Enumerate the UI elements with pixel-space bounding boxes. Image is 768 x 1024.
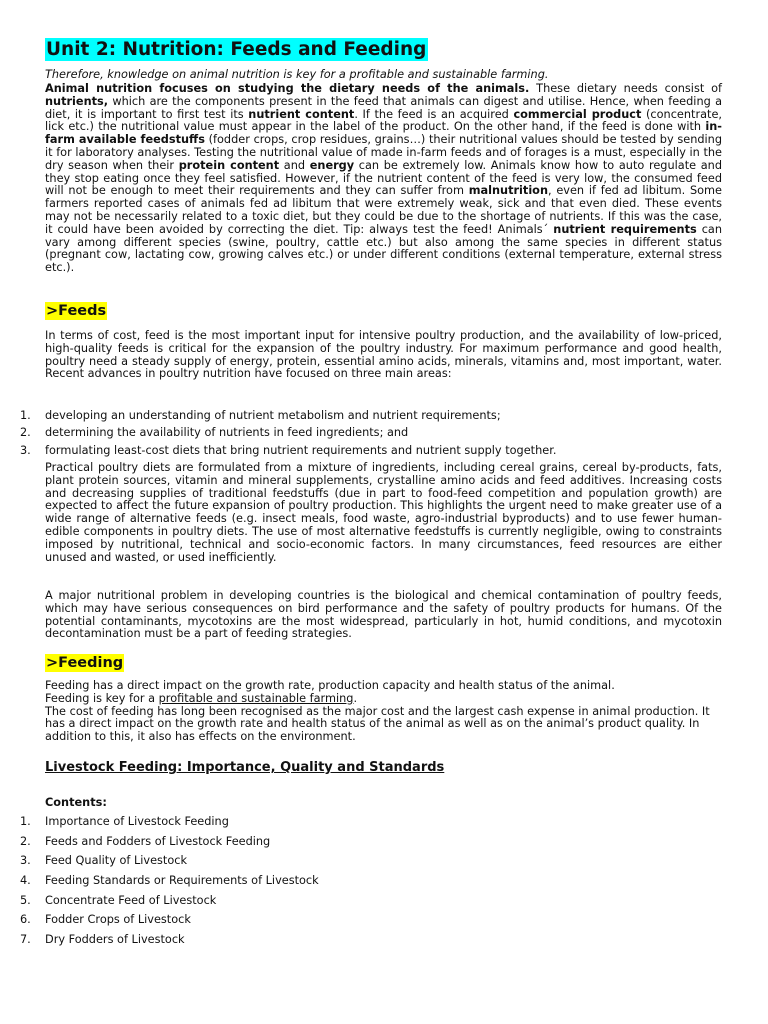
list-number: 1. [20,815,31,828]
list-item-text: Feed Quality of Livestock [45,854,188,868]
paragraph-text: and [279,158,310,172]
list-number: 6. [20,913,31,927]
practical-paragraph-block [45,462,722,564]
paragraph-text: can be extremely low. Animals know how to auto regulate and they stop eating once they feel satisfied. However, if the nutrient content of the feed is very low, the consumed feed will not be enough to meet their requirements and they can suffer from [45,158,722,198]
list-item-text: Feeding Standards or Requirements of Livestock [45,874,319,888]
list-number: 5. [20,893,31,907]
bold-term: protein content [178,158,280,172]
paragraph-text: which are the components present in the feed that animals can digest and utilise. Hence, when feeding a diet, it is important to first test its [45,94,722,121]
contents-list [0,812,722,950]
contamination-paragraph: A major nutritional problem in developing countries is the biological and chemical contamination of poultry feeds, which may have serious consequences on bird performance and the safety of poultry products for humans. Of the potential contaminants, mycotoxins are the most widespread, particularly in hot, humid conditions, and mycotoxin decontamination must be a part of feeding strategies. [45,589,722,641]
list-number: 2. [20,834,31,848]
practical-paragraph: Practical poultry diets are formulated from a mixture of ingredients, including cereal grains, cereal by-products, fats, plant protein sources, vitamin and mineral supplements, crystalline amino acids and feed additives. Increasing costs and decreasing supplies of traditional feedstuffs (due in part to food-feed competition and population growth) are expected to affect the future expansion of poultry production. This highlights the urgent need to make greater use of a wide range of alternative feeds (e.g. insect meals, food waste, agro-industrial byproducts) and to use fewer human-edible components in poultry diets. The use of most alternative feedstuffs is currently negligible, owing to constraints imposed by nutritional, technical and socio-economic factors. In many circumstances, feed resources are either unused and wasted, or used inefficiently. [45,461,722,564]
page-title: Unit 2: Nutrition: Feeds and Feeding [46,39,427,60]
feeds-heading: >Feeds [46,303,107,319]
focus-area-item [0,407,722,424]
list-item-text: Importance of Livestock Feeding [45,815,229,828]
paragraph-text: These dietary needs consist of [529,82,723,95]
bold-term: malnutrition [468,184,548,198]
contents-item [0,891,722,911]
contents-item [0,910,722,930]
contents-item [0,851,722,871]
focus-areas-list [0,407,722,459]
contents-item [0,832,722,852]
feeding-paragraph-block [45,680,722,744]
contents-item [0,812,722,832]
focus-area-item [0,442,722,459]
bold-term: nutrient content [248,107,355,121]
list-item-text: determining the availability of nutrients in feed ingredients; and [45,426,409,440]
paragraph-text: (concentrate, lick etc.) the nutritional value must appear in the label of the product. On the other hand, if the feed is done with [45,107,722,134]
bold-term: commercial product [513,107,642,121]
list-item-text: Concentrate Feed of Livestock [45,893,217,907]
feeds-paragraph-block [45,330,722,381]
bold-term: in-farm available feedstuffs [45,120,722,147]
bold-term: nutrient requirements [553,222,697,236]
feeding-line-2-pre: Feeding is key for a [45,691,159,705]
list-number: 3. [20,443,31,457]
paragraph-text: (fodder crops, crop residues, grains…) their nutritional values should be tested by sending it for laboratory analyses. Testing the nutritional value of made in-farm feeds and of forages is a must, especially in the dry season when their [45,133,722,172]
feeding-line-2-post: . [353,691,358,705]
feeding-line-3: The cost of feeding has long been recognised as the major cost and the largest cash expense in animal production. It has a direct impact on the growth rate and health status of the animal as well as on the animal’s product quality. In addition to this, it also has effects on the environment. [45,704,710,744]
nutrition-paragraph-block [45,83,722,275]
focus-area-item [0,424,722,441]
feeding-heading: >Feeding [46,655,124,671]
contents-item [0,871,722,891]
feeding-line-1: Feeding has a direct impact on the growth rate, production capacity and health status of the animal. [45,679,615,692]
feeding-line-2 [45,693,722,706]
list-item-text: Dry Fodders of Livestock [45,933,185,947]
list-item-text: Fodder Crops of Livestock [45,913,191,927]
contents-label: Contents: [45,796,107,809]
list-number: 3. [20,854,31,868]
contents-item [0,930,722,950]
bold-term: energy [309,158,355,172]
list-number: 7. [20,933,31,947]
livestock-feeding-heading: Livestock Feeding: Importance, Quality and Standards [45,760,445,775]
feeds-paragraph: In terms of cost, feed is the most important input for intensive poultry production, and the availability of low-priced, high-quality feeds is critical for the expansion of the poultry industry. For maximum performance and good health, poultry need a steady supply of energy, protein, essential amino acids, minerals, vitamins and, most important, water. Recent advances in poultry nutrition have focused on three main areas: [45,329,722,381]
list-item-text: Feeds and Fodders of Livestock Feeding [45,834,271,848]
bold-term: nutrients, [45,94,109,108]
paragraph-text: . If the feed is an acquired [354,107,514,121]
contamination-paragraph-block [45,590,722,641]
list-item-text: developing an understanding of nutrient metabolism and nutrient requirements; [45,409,501,422]
paragraph-text: , even if fed ad libitum. Some farmers reported cases of animals fed ad libitum that were extremely weak, sick and that even died. These events may not be necessarily related to a toxic diet, but they could be due to the shortage of nutrients. If this was the case, it could have been avoided by correcting the diet. Tip: always test the feed! Animals´ [45,184,723,236]
paragraph-text: can vary among different species (swine, poultry, cattle etc.) but also among the same species in different status (pregnant cow, lactating cow, growing calves etc.) or under different conditions (external temperature, external stress etc.). [45,222,722,275]
bold-term: Animal nutrition focuses on studying the dietary needs of the animals. [45,82,530,95]
list-number: 4. [20,874,31,888]
list-item-text: formulating least-cost diets that bring nutrient requirements and nutrient supply together. [45,443,557,457]
nutrition-paragraph [45,83,722,275]
profitable-farming-link[interactable]: profitable and sustainable farming [158,691,354,705]
intro-italic-line: Therefore, knowledge on animal nutrition is key for a profitable and sustainable farming. [45,68,549,81]
list-number: 1. [20,409,31,422]
list-number: 2. [20,426,31,440]
